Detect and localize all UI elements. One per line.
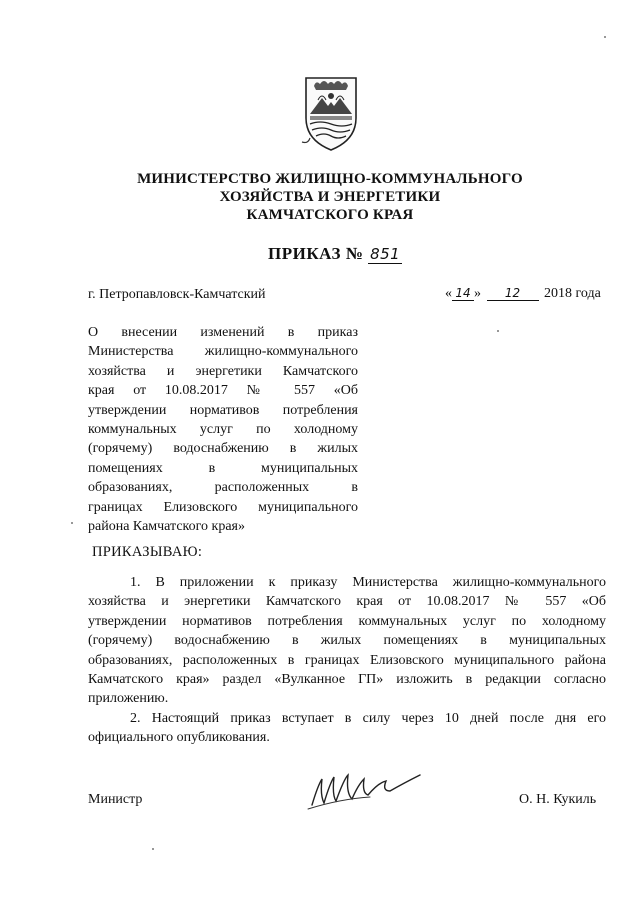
signature-icon	[300, 765, 440, 815]
subject-line: (горячему) водоснабжению в жилых	[88, 441, 358, 457]
subject-line: образованиях, расположенных в	[88, 480, 358, 496]
order-subject	[88, 323, 358, 536]
ministry-line: ХОЗЯЙСТВА И ЭНЕРГЕТИКИ	[219, 189, 441, 205]
body-line: хозяйства и энергетики Камчатского края от 10.08.2017 № 557 «Об	[88, 594, 606, 610]
order-body	[88, 573, 606, 748]
subject-line: О внесении изменений в приказ	[88, 325, 358, 340]
date-day: 14	[452, 286, 474, 301]
signer-position: Министр	[88, 792, 143, 807]
scan-speck	[497, 330, 499, 332]
subject-line: хозяйства и энергетики Камчатского	[88, 363, 358, 379]
date-month: 12	[487, 286, 539, 301]
signer-name: О. Н. Кукиль	[519, 792, 597, 807]
ministry-line: МИНИСТЕРСТВО ЖИЛИЩНО-КОММУНАЛЬНОГО	[137, 171, 523, 187]
date-quote-close: »	[474, 286, 481, 301]
order-number: 851	[370, 245, 401, 263]
subject-line: границах Елизовского муниципального	[88, 499, 358, 515]
body-line: 2. Настоящий приказ вступает в силу через 10 дней после дня его	[130, 710, 606, 726]
prikazyvayu-heading: ПРИКАЗЫВАЮ:	[92, 544, 203, 560]
city: г. Петропавловск-Камчатский	[88, 287, 266, 302]
body-line: приложению.	[88, 691, 169, 707]
scan-speck	[71, 522, 73, 524]
scan-speck	[152, 848, 154, 850]
ministry-name	[120, 170, 540, 224]
order-label: ПРИКАЗ №	[268, 244, 364, 263]
order-title	[268, 244, 402, 264]
subject-line: утверждении нормативов потребления	[88, 402, 358, 418]
subject-line: края от 10.08.2017 № 557 «Об	[88, 383, 358, 399]
ministry-line: КАМЧАТСКОГО КРАЯ	[246, 207, 414, 223]
body-line: Камчатского края» раздел «Вулканное ГП» изложить в редакции согласно	[88, 672, 606, 688]
subject-line: Министерства жилищно-коммунального	[88, 344, 358, 360]
subject-line: района Камчатского края»	[88, 519, 245, 535]
subject-line: коммунальных услуг по холодному	[88, 422, 358, 438]
coat-of-arms-icon	[300, 72, 362, 152]
scan-speck	[604, 36, 606, 38]
body-line: утверждении нормативов потребления коммунальных услуг по холодному	[88, 613, 606, 629]
subject-line: помещениях в муниципальных	[88, 460, 358, 476]
body-line: официального опубликования.	[88, 730, 270, 746]
date-year: 2018 года	[544, 286, 601, 301]
body-line: 1. В приложении к приказу Министерства жилищно-коммунального	[130, 575, 606, 590]
body-line: образованиях, расположенных в границах Елизовского муниципального района	[88, 652, 606, 668]
body-line: (горячему) водоснабжению в жилых помещениях в муниципальных	[88, 633, 606, 649]
date-quote-open: «	[445, 286, 452, 301]
order-date	[445, 286, 601, 302]
